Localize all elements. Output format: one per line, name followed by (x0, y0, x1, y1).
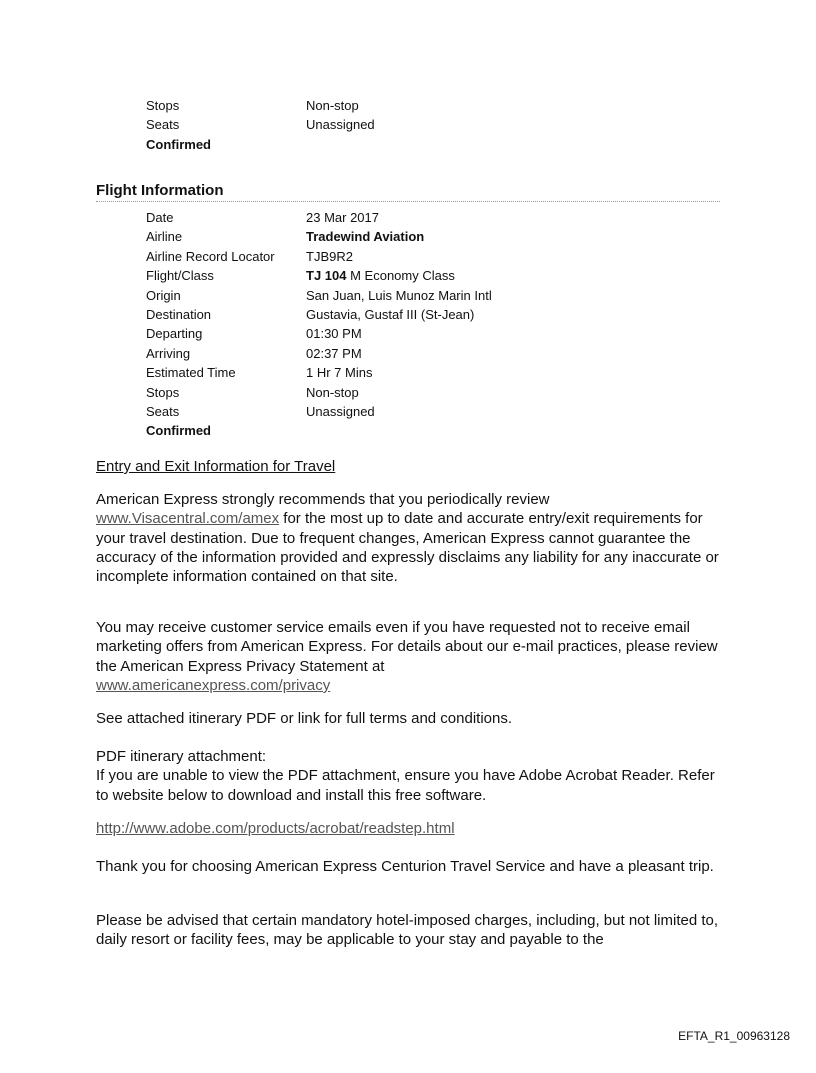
entry-exit-text (96, 490, 726, 586)
privacy-text (96, 618, 726, 695)
stops-value: Non-stop (306, 98, 359, 113)
entry-exit-body: for the most up to date and accurate entry/exit requirements for your travel destination. Due to frequent changes, American Express cannot guarantee the accuracy of the information provided and expressly disclaims any liability for any inaccurate or incomplete information contained on that site. (96, 510, 719, 586)
detail-value: TJB9R2 (306, 248, 353, 264)
seats-value: Unassigned (306, 117, 375, 133)
detail-value: Unassigned (306, 403, 375, 419)
thanks-text: Thank you for choosing American Express Centurion Travel Service and have a pleasant trip. (96, 858, 714, 875)
detail-label: Arriving (146, 345, 191, 361)
detail-value: Non-stop (306, 384, 359, 400)
entry-exit-heading: Entry and Exit Information for Travel (96, 458, 336, 475)
detail-label: Seats (146, 403, 180, 419)
detail-label: Airline (146, 229, 183, 245)
detail-value: 1 Hr 7 Mins (306, 365, 373, 381)
detail-label: Flight/Class (146, 268, 214, 284)
detail-label: Destination (146, 306, 212, 322)
detail-value: 23 Mar 2017 (306, 210, 379, 225)
advisory-paragraph (96, 911, 726, 950)
airline-value: Tradewind Aviation (306, 229, 425, 245)
detail-label: Date (146, 210, 174, 225)
detail-value: 02:37 PM (306, 345, 362, 361)
terms-paragraph (96, 709, 726, 728)
detail-label: Airline Record Locator (146, 248, 275, 264)
flight-class-value (306, 266, 455, 285)
flight-number: TJ 104 (306, 268, 347, 284)
class-text: M Economy Class (346, 268, 455, 284)
entry-exit-paragraph (96, 490, 726, 586)
entry-exit-heading-block (96, 457, 726, 476)
privacy-body: You may receive customer service emails even if you have requested not to receive email marketing offers from American Express. For details about our e-mail practices, please review the American Express Privacy Statement at (96, 619, 718, 675)
pdf-heading: PDF itinerary attachment: (96, 748, 267, 765)
detail-value: Gustavia, Gustaf III (St-Jean) (306, 306, 475, 322)
advisory-text: Please be advised that certain mandatory hotel-imposed charges, including, but not limited to, daily resort or facility fees, may be applicable to your stay and payable to the (96, 912, 719, 949)
privacy-link[interactable]: www.americanexpress.com/privacy (96, 676, 331, 694)
adobe-link-block (96, 819, 726, 838)
adobe-link[interactable]: http://www.adobe.com/products/acrobat/readstep.html (96, 820, 455, 837)
document-id: EFTA_R1_00963128 (678, 1029, 790, 1043)
visacentral-link[interactable]: www.Visacentral.com/amex (96, 510, 280, 528)
detail-value: 01:30 PM (306, 326, 362, 342)
detail-value: San Juan, Luis Munoz Marin Intl (306, 287, 492, 303)
entry-exit-intro: American Express strongly recommends that you periodically review (96, 491, 550, 508)
status-confirmed: Confirmed (146, 423, 211, 439)
status-confirmed: Confirmed (146, 136, 211, 152)
detail-label: Origin (146, 287, 181, 303)
pdf-instructions: If you are unable to view the PDF attachment, ensure you have Adobe Acrobat Reader. Refer to website below to download and install this free software. (96, 767, 715, 804)
flight-information-heading: Flight Information (96, 181, 720, 202)
terms-text: See attached itinerary PDF or link for full terms and conditions. (96, 710, 513, 727)
pdf-paragraph (96, 747, 726, 805)
stops-label: Stops (146, 98, 180, 113)
thanks-paragraph (96, 857, 726, 876)
seats-label: Seats (146, 117, 180, 133)
detail-label: Estimated Time (146, 365, 236, 381)
detail-label: Stops (146, 384, 180, 400)
privacy-paragraph (96, 618, 726, 695)
detail-label: Departing (146, 326, 203, 342)
